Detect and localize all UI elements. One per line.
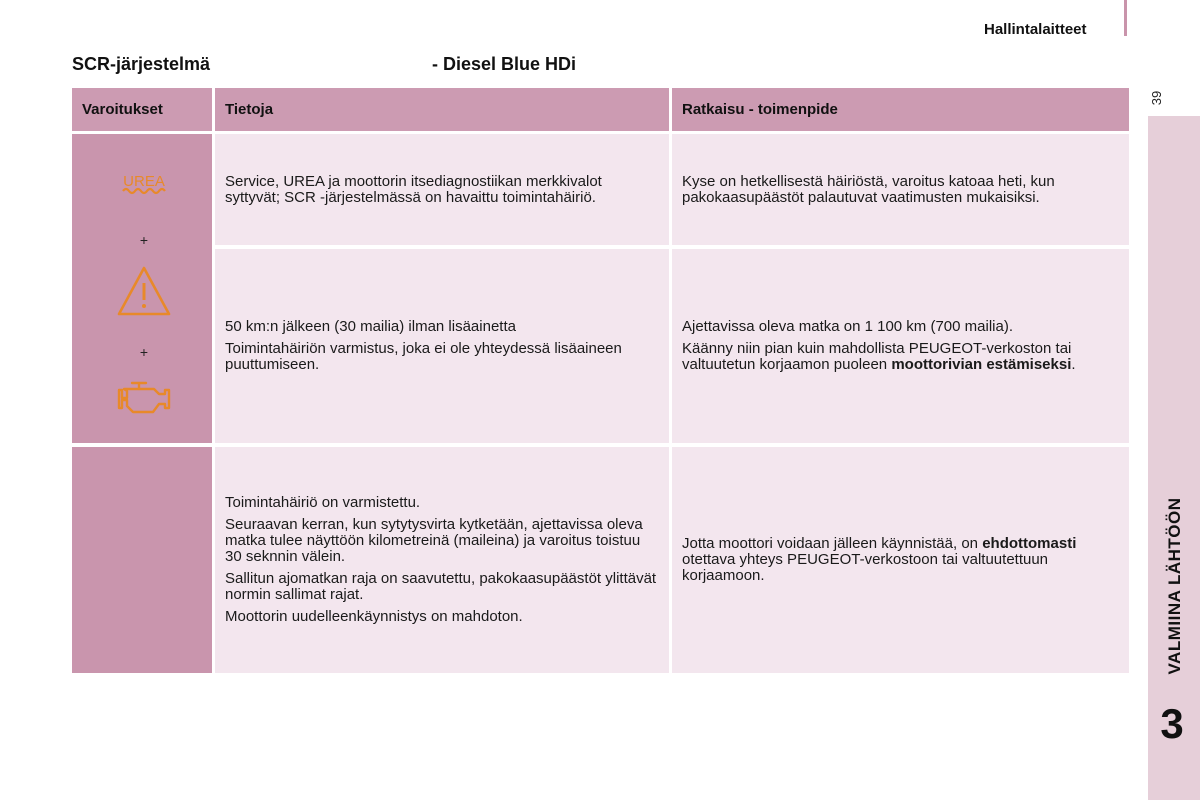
info-text: Moottorin uudelleenkäynnistys on mahdoton. [225,608,523,625]
warning-icons-cell [72,134,212,443]
service-warning-icon [116,265,172,317]
header-info: Tietoja [215,88,669,131]
plus-sign-2: + [139,344,149,360]
section-subtitle: - Diesel Blue HDi [432,54,577,74]
info-cell-row2 [215,249,669,443]
chapter-tab-label [1130,497,1200,675]
urea-warning-icon [120,170,168,198]
chapter-number: 3 [1160,700,1184,747]
page-number: 39 [1148,90,1164,106]
emphasis-text: ehdottomasti [982,535,1077,552]
header-divider [1124,0,1127,36]
solution-text: Jotta moottori voidaan jälleen käynnistää, on ehdottomasti otettava yhteys PEUGEOT-verkostoon tai valtuutettuun korjaamoon. [682,535,1077,584]
chapter-side-tab [1148,116,1200,800]
info-text: Toimintahäiriön varmistus, joka ei ole yhteydessä lisäaineen puuttumiseen. [225,340,622,373]
header-warnings: Varoitukset [72,88,212,131]
emphasis-text: moottorivian estämiseksi [891,356,1072,373]
warning-icons-cell-empty [72,447,212,673]
info-text: Sallitun ajomatkan raja on saavutettu, pakokaasupäästöt ylittävät normin sallimat rajat. [225,570,657,603]
section-title: SCR-järjestelmä [72,54,211,74]
info-text: Toimintahäiriö on varmistettu. [225,494,421,511]
solution-text: Ajettavissa oleva matka on 1 100 km (700 mailia). [682,318,1013,335]
header-solution: Ratkaisu - toimenpide [672,88,1129,131]
engine-warning-icon [112,379,172,421]
info-text: 50 km:n jälkeen (30 mailia) ilman lisäainetta [225,318,516,335]
running-header: Hallintalaitteet [984,21,1087,38]
solution-cell-row1 [672,134,1129,245]
plus-sign-1: + [139,232,149,248]
info-cell-row3 [215,447,669,673]
chapter-tab-text: VALMIINA LÄHTÖÖN [1165,497,1184,675]
solution-text: Kyse on hetkellisestä häiriöstä, varoitus katoaa heti, kun pakokaasupäästöt palautuvat vaatimusten mukaisiksi. [682,172,1055,206]
solution-cell-row2 [672,249,1129,443]
info-text: Service, UREA ja moottorin itsediagnostiikan merkkivalot syttyvät; SCR -järjestelmässä on havaittu toimintahäiriö. [225,172,602,206]
solution-cell-row3 [672,447,1129,673]
urea-icon-label: UREA [123,173,165,190]
info-cell-row1 [215,134,669,245]
solution-text-2: Käänny niin pian kuin mahdollista PEUGEOT-verkoston tai valtuutetun korjaamon puoleen moottorivian estämiseksi. [682,340,1076,373]
info-text: Seuraavan kerran, kun sytytysvirta kytketään, ajettavissa oleva matka tulee näyttöön kilometreinä (maileina) ja varoitus toistuu 30 seknnin välein. [225,516,643,565]
